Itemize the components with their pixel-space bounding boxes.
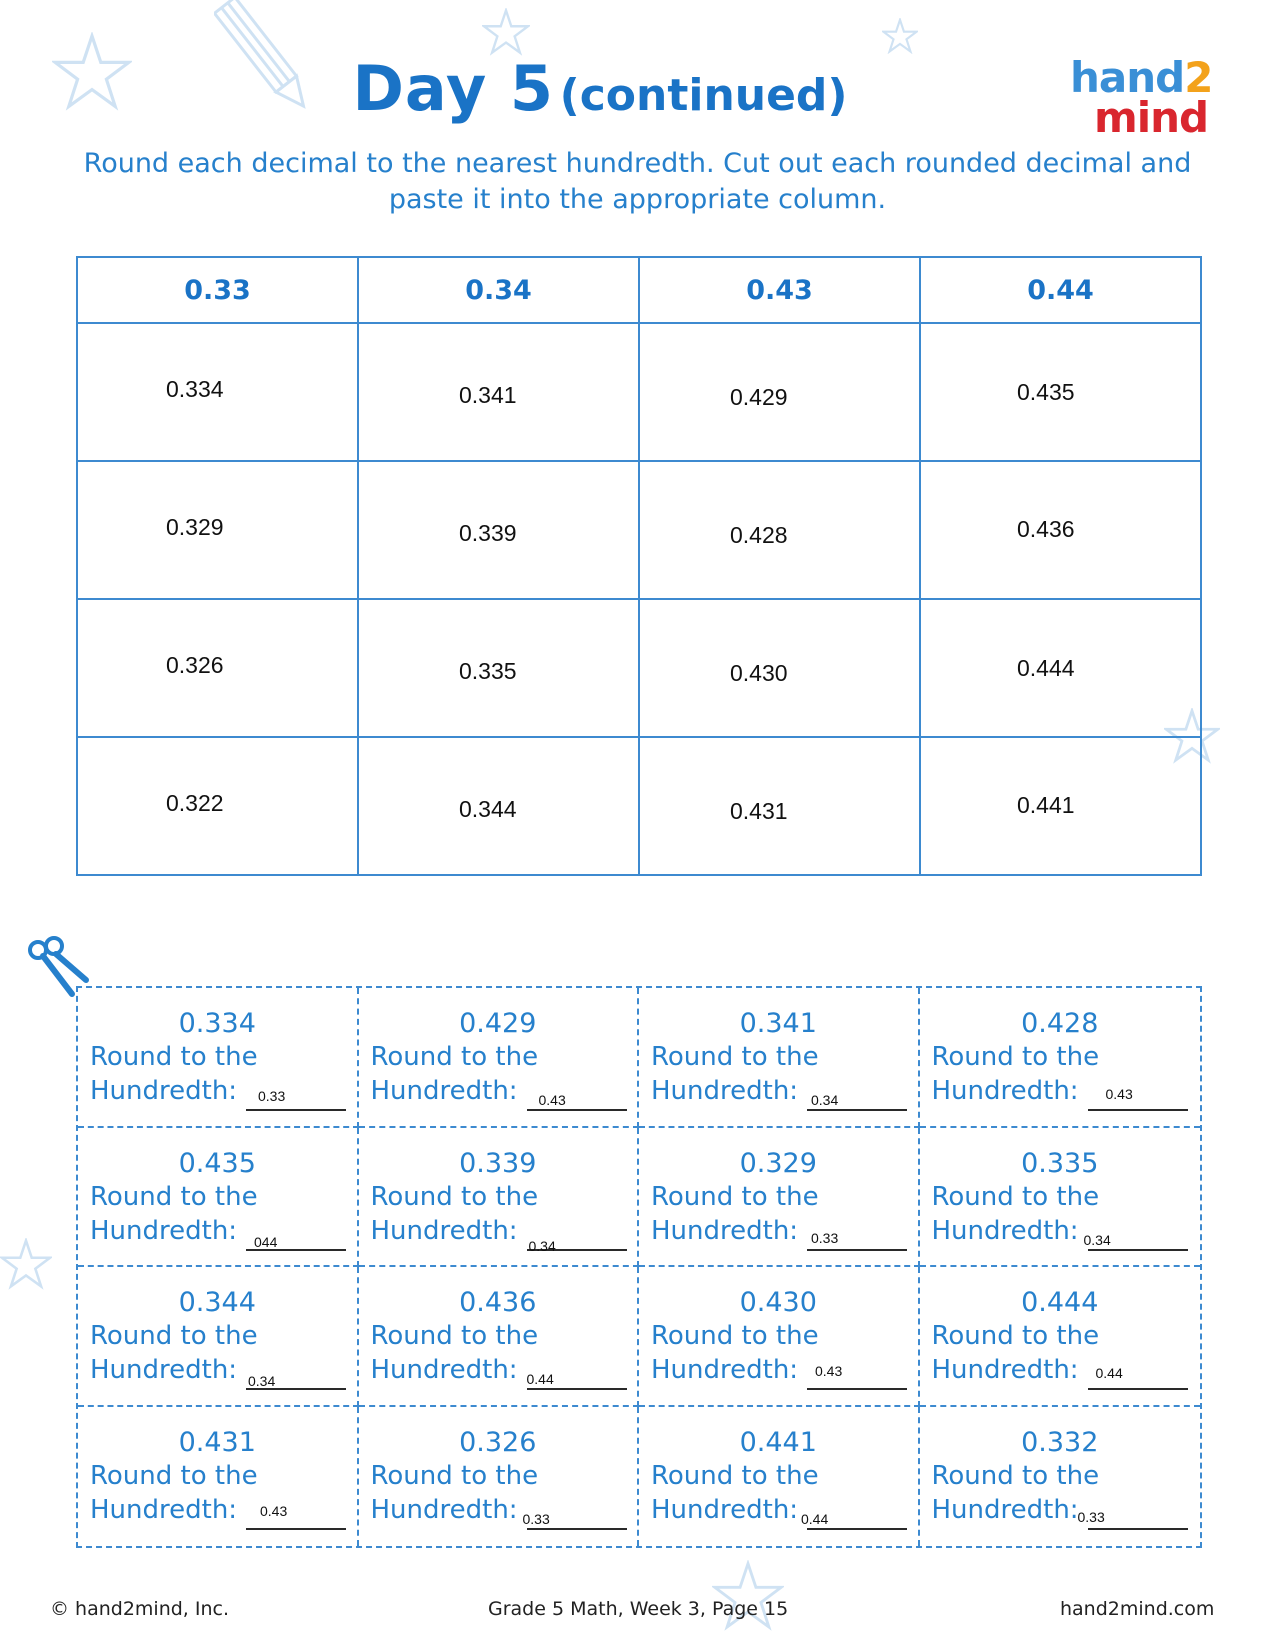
star-icon — [882, 18, 918, 54]
handwritten-answer: 0.44 — [1095, 1365, 1123, 1381]
handwritten-answer: 044 — [254, 1233, 278, 1250]
handwritten-answer: 0.33 — [258, 1088, 286, 1104]
column-header: 0.34 — [358, 257, 639, 323]
table-cell: 0.436 — [920, 461, 1201, 599]
table-cell: 0.435 — [920, 323, 1201, 461]
handwritten-answer: 0.34 — [1083, 1231, 1111, 1248]
brand-logo: hand2 mind — [1070, 53, 1213, 142]
handwritten-answer: 0.33 — [811, 1229, 839, 1246]
star-icon — [712, 1560, 784, 1632]
handwritten-answer: 0.33 — [1077, 1508, 1105, 1525]
cutout-card[interactable]: 0.344 Round to the Hundredth: 0.34 — [78, 1267, 359, 1407]
cutout-card[interactable]: 0.436 Round to the Hundredth: 0.44 — [359, 1267, 640, 1407]
footer-website[interactable]: hand2mind.com — [1060, 1598, 1215, 1620]
column-header: 0.43 — [639, 257, 920, 323]
table-cell: 0.444 — [920, 599, 1201, 737]
cutout-card[interactable]: 0.335 Round to the Hundredth: 0.34 — [920, 1128, 1201, 1268]
cutout-card[interactable]: 0.339 Round to the Hundredth: 0.34 — [359, 1128, 640, 1268]
table-cell: 0.322 — [77, 737, 358, 875]
handwritten-answer: 0.43 — [260, 1502, 288, 1519]
handwritten-answer: 0.43 — [1105, 1086, 1133, 1102]
handwritten-answer: 0.33 — [522, 1510, 550, 1527]
answer-line — [527, 1528, 627, 1530]
cutout-card[interactable]: 0.444 Round to the Hundredth: 0.44 — [920, 1267, 1201, 1407]
handwritten-answer: 0.34 — [528, 1237, 556, 1254]
star-icon — [482, 8, 530, 56]
cutout-card[interactable]: 0.435 Round to the Hundredth: 044 — [78, 1128, 359, 1268]
footer-copyright: © hand2mind, Inc. — [50, 1598, 230, 1620]
table-cell: 0.335 — [358, 599, 639, 737]
table-row — [77, 737, 1201, 875]
cutout-card[interactable]: 0.341 Round to the Hundredth: 0.34 — [639, 988, 920, 1128]
column-header: 0.33 — [77, 257, 358, 323]
table-cell: 0.441 — [920, 737, 1201, 875]
handwritten-answer: 0.34 — [811, 1092, 839, 1108]
table-header-row — [77, 257, 1201, 323]
table-cell: 0.430 — [639, 599, 920, 737]
cutout-card[interactable]: 0.429 Round to the Hundredth: 0.43 — [359, 988, 640, 1128]
answer-line — [807, 1388, 907, 1390]
answer-line — [1088, 1528, 1188, 1530]
table-row — [77, 323, 1201, 461]
table-cell: 0.429 — [639, 323, 920, 461]
table-cell: 0.339 — [358, 461, 639, 599]
cutout-card[interactable]: 0.326 Round to the Hundredth: 0.33 — [359, 1407, 640, 1547]
answer-line — [807, 1528, 907, 1530]
cutout-card[interactable]: 0.431 Round to the Hundredth: 0.43 — [78, 1407, 359, 1547]
cutout-card[interactable]: 0.329 Round to the Hundredth: 0.33 — [639, 1128, 920, 1268]
answer-line — [246, 1109, 346, 1111]
title-main: Day 5 — [352, 52, 554, 125]
table-cell: 0.344 — [358, 737, 639, 875]
sort-table — [76, 256, 1202, 876]
cutout-card[interactable]: 0.332 Round to the Hundredth: 0.33 — [920, 1407, 1201, 1547]
column-header: 0.44 — [920, 257, 1201, 323]
cutout-card[interactable]: 0.441 Round to the Hundredth: 0.44 — [639, 1407, 920, 1547]
answer-line — [1088, 1109, 1188, 1111]
title-sub: (continued) — [559, 70, 848, 121]
footer-page-info: Grade 5 Math, Week 3, Page 15 — [488, 1598, 789, 1620]
table-row — [77, 461, 1201, 599]
answer-line — [807, 1109, 907, 1111]
star-icon — [52, 32, 132, 112]
cutout-cards-grid — [76, 986, 1202, 1548]
page-title — [300, 52, 900, 125]
answer-line — [527, 1388, 627, 1390]
star-icon — [0, 1238, 52, 1290]
handwritten-answer: 0.34 — [248, 1373, 276, 1389]
handwritten-answer: 0.44 — [526, 1371, 554, 1387]
handwritten-answer: 0.43 — [815, 1363, 843, 1379]
table-cell: 0.329 — [77, 461, 358, 599]
cutout-card[interactable]: 0.430 Round to the Hundredth: 0.43 — [639, 1267, 920, 1407]
answer-line — [246, 1528, 346, 1530]
table-cell: 0.428 — [639, 461, 920, 599]
handwritten-answer: 0.43 — [538, 1092, 566, 1108]
instructions: Round each decimal to the nearest hundredth. Cut out each rounded decimal and paste it into the appropriate column. — [83, 148, 1192, 215]
table-cell: 0.334 — [77, 323, 358, 461]
answer-line — [807, 1249, 907, 1251]
table-cell: 0.326 — [77, 599, 358, 737]
table-cell: 0.341 — [358, 323, 639, 461]
answer-line — [527, 1109, 627, 1111]
cutout-card[interactable]: 0.428 Round to the Hundredth: 0.43 — [920, 988, 1201, 1128]
cutout-card[interactable]: 0.334 Round to the Hundredth: 0.33 — [78, 988, 359, 1128]
table-row — [77, 599, 1201, 737]
answer-line — [1088, 1388, 1188, 1390]
answer-line — [1088, 1249, 1188, 1251]
table-cell: 0.431 — [639, 737, 920, 875]
handwritten-answer: 0.44 — [801, 1510, 829, 1527]
